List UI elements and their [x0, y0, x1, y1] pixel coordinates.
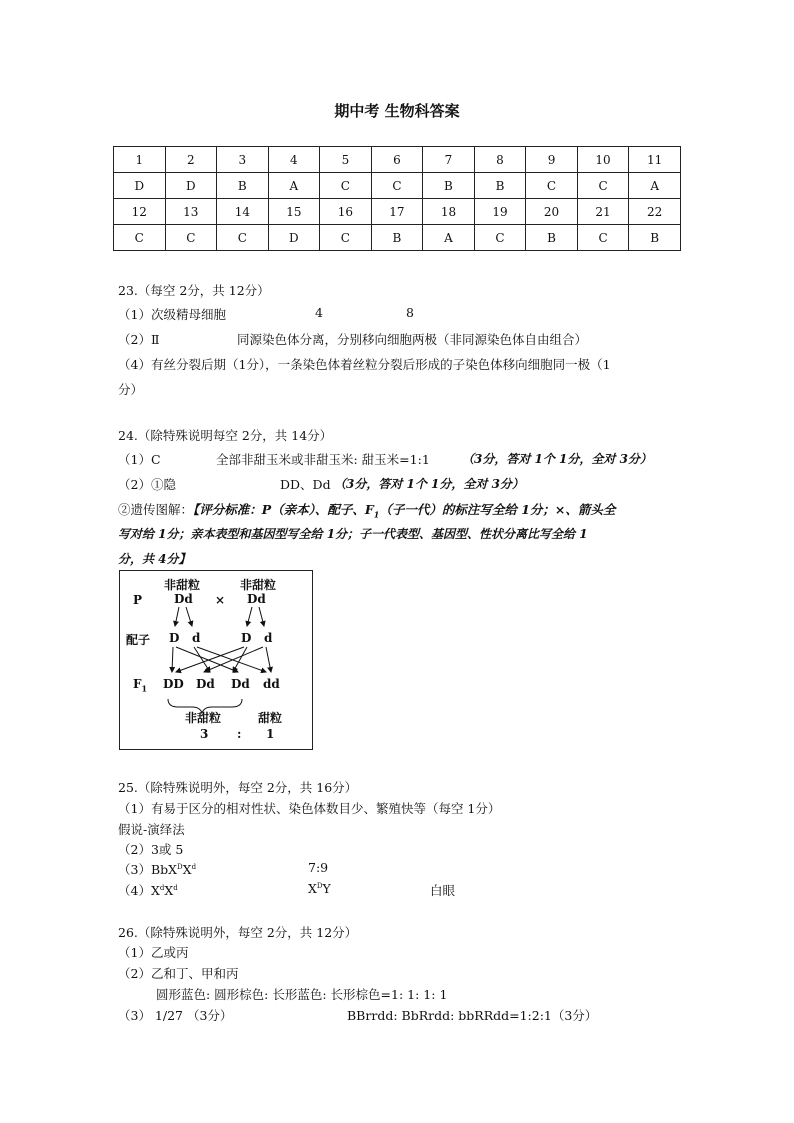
arrow-p1-d — [186, 607, 192, 626]
parent2-phenotype: 非甜粒 — [240, 578, 277, 592]
offspring-3: Dd — [231, 677, 250, 691]
q26-line2: （2）乙和丁、甲和丙 — [118, 966, 239, 981]
table-cell: C — [577, 225, 629, 251]
table-cell: 16 — [320, 199, 372, 225]
q24-answer-1b: 全部非甜玉米或非甜玉米: 甜玉米=1:1 — [216, 452, 430, 467]
q24-line1: （1）C — [118, 452, 161, 467]
q25-ratio: 7:9 — [308, 860, 329, 875]
table-cell: B — [217, 173, 269, 199]
table-cell: 4 — [268, 147, 320, 173]
q26-header: 26.（除特殊说明外，每空 2分，共 12分） — [118, 925, 358, 940]
q26-line1: （1）乙或丙 — [118, 945, 189, 960]
table-cell: 5 — [320, 147, 372, 173]
table-cell: C — [165, 225, 217, 251]
q24-answer-2b: DD、Dd — [280, 477, 331, 492]
gamete-2: d — [192, 631, 201, 645]
q23-answer-3: 8 — [406, 305, 414, 320]
q24-line3 — [118, 500, 615, 520]
gamete-3: D — [241, 631, 252, 645]
table-cell: 15 — [268, 199, 320, 225]
parent1-phenotype: 非甜粒 — [164, 578, 201, 592]
ratio-1: 3 — [200, 727, 209, 741]
answer-table — [113, 146, 681, 251]
table-cell: C — [320, 225, 372, 251]
q23-line2 — [118, 330, 159, 348]
parent1-genotype: Dd — [174, 592, 193, 606]
q25-line4: $(3)BbX^DX^d$ — [118, 862, 197, 877]
gamete-4: d — [264, 631, 273, 645]
q23-answer-5: 同源染色体分离，分别移向细胞两极（非同源染色体自由组合） — [237, 332, 588, 347]
q23-line3: （4）有丝分裂后期（1分），一条染色体着丝粒分裂后形成的子染色体移向细胞同一极（1 — [118, 357, 611, 372]
arrow-p1-D — [175, 607, 179, 626]
table-cell: C — [577, 173, 629, 199]
q24-line2: （2）①隐 — [118, 477, 176, 492]
table-cell: 2 — [165, 147, 217, 173]
q26-line4: （3） 1/27 （3分） — [118, 1008, 233, 1023]
cross-symbol: × — [215, 593, 226, 607]
arrow-p2-D — [247, 607, 252, 626]
table-cell: D — [114, 173, 166, 199]
gamete-label: 配子 — [126, 633, 151, 647]
ratio-2: 1 — [266, 727, 275, 741]
table-cell: 3 — [217, 147, 269, 173]
table-cell: 11 — [629, 147, 681, 173]
table-row — [114, 147, 681, 173]
q24-diagram-label: ②遗传图解： — [118, 502, 194, 517]
q24-scoring-b: （子一代）的标注写全给 1分；×、箭头全 — [379, 502, 616, 517]
table-cell: B — [371, 225, 423, 251]
arrow-D-DD — [172, 647, 173, 672]
offspring-1: DD — [163, 677, 184, 691]
q24-scoring-2: （3分，答对 1个 1分，全对 3分） — [334, 477, 524, 491]
table-cell: 7 — [423, 147, 475, 173]
q23-header: 23.（每空 2分，共 12分） — [118, 283, 270, 298]
table-cell: 22 — [629, 199, 681, 225]
q26-line4-b: BBrrdd: BbRrdd: bbRRdd=1:2:1（3分） — [347, 1008, 598, 1023]
table-cell: 1 — [114, 147, 166, 173]
table-cell: 8 — [474, 147, 526, 173]
q23-line3-cont: 分） — [118, 382, 144, 397]
table-row — [114, 173, 681, 199]
table-cell: 21 — [577, 199, 629, 225]
table-cell: 12 — [114, 199, 166, 225]
q24-scoring-a: 【评分标准：P（亲本）、配子、F — [193, 502, 374, 517]
offspring-phenotype-1: 非甜粒 — [185, 711, 222, 725]
offspring-4: dd — [263, 677, 280, 691]
table-cell: D — [268, 225, 320, 251]
q24-scoring-1: （3分，答对 1个 1分，全对 3分） — [462, 452, 652, 466]
table-cell: 9 — [526, 147, 578, 173]
table-cell: C — [320, 173, 372, 199]
q25-line5: $(4)X^dX^d$ — [118, 883, 178, 898]
table-cell: B — [526, 225, 578, 251]
table-cell: C — [474, 225, 526, 251]
table-cell: 13 — [165, 199, 217, 225]
table-cell: 20 — [526, 199, 578, 225]
q24-scoring-sub: 1 — [373, 509, 380, 520]
table-cell: D — [165, 173, 217, 199]
table-cell: 6 — [371, 147, 423, 173]
q25-line1: （1）有易于区分的相对性状、染色体数目少、繁殖快等（每空 1分） — [118, 801, 501, 816]
arrow-p2-d — [259, 607, 264, 626]
table-cell: B — [423, 173, 475, 199]
ratio-colon: : — [237, 727, 242, 741]
parent2-genotype: Dd — [247, 592, 266, 606]
table-cell: C — [371, 173, 423, 199]
table-cell: A — [268, 173, 320, 199]
table-cell: 17 — [371, 199, 423, 225]
page-title: 期中考 生物科答案 — [334, 102, 460, 120]
table-cell: B — [474, 173, 526, 199]
q24-header: 24.（除特殊说明每空 2分，共 14分） — [118, 428, 333, 443]
table-cell: 18 — [423, 199, 475, 225]
table-cell: 14 — [217, 199, 269, 225]
table-cell: 10 — [577, 147, 629, 173]
q23-answer-1: （1）次级精母细胞 — [118, 307, 226, 322]
q25-genotype-male: $X^DY$ — [308, 881, 331, 896]
table-cell: A — [629, 173, 681, 199]
table-cell: C — [526, 173, 578, 199]
table-cell: A — [423, 225, 475, 251]
q24-scoring-line5: 分，共 4分】 — [118, 552, 191, 566]
table-cell: 19 — [474, 199, 526, 225]
table-cell: C — [114, 225, 166, 251]
offspring-2: Dd — [196, 677, 215, 691]
gamete-1: D — [169, 631, 180, 645]
table-cell: B — [629, 225, 681, 251]
table-row — [114, 199, 681, 225]
arrow-d2-dd — [266, 647, 271, 672]
table-cell: C — [217, 225, 269, 251]
q25-line2: 假说-演绎法 — [118, 822, 185, 837]
q25-white-eye: 白眼 — [430, 883, 456, 898]
f1-label: $F_1$ — [133, 677, 148, 694]
genetic-cross-diagram — [119, 570, 313, 750]
q23-answer-4: （2）Ⅱ — [118, 332, 160, 347]
q23-line1 — [118, 305, 226, 323]
offspring-phenotype-2: 甜粒 — [258, 711, 283, 725]
q25-header: 25.（除特殊说明外，每空 2分，共 16分） — [118, 780, 358, 795]
q25-line3: （2）3或 5 — [118, 842, 184, 857]
table-row — [114, 225, 681, 251]
q23-answer-2: 4 — [315, 305, 323, 320]
p-label: P — [133, 593, 143, 607]
q26-line3: 圆形蓝色: 圆形棕色: 长形蓝色: 长形棕色=1: 1: 1: 1 — [156, 987, 448, 1002]
q24-scoring-line4: 写对给 1分；亲本表型和基因型写全给 1分；子一代表型、基因型、性状分离比写全给 1 — [118, 527, 588, 541]
